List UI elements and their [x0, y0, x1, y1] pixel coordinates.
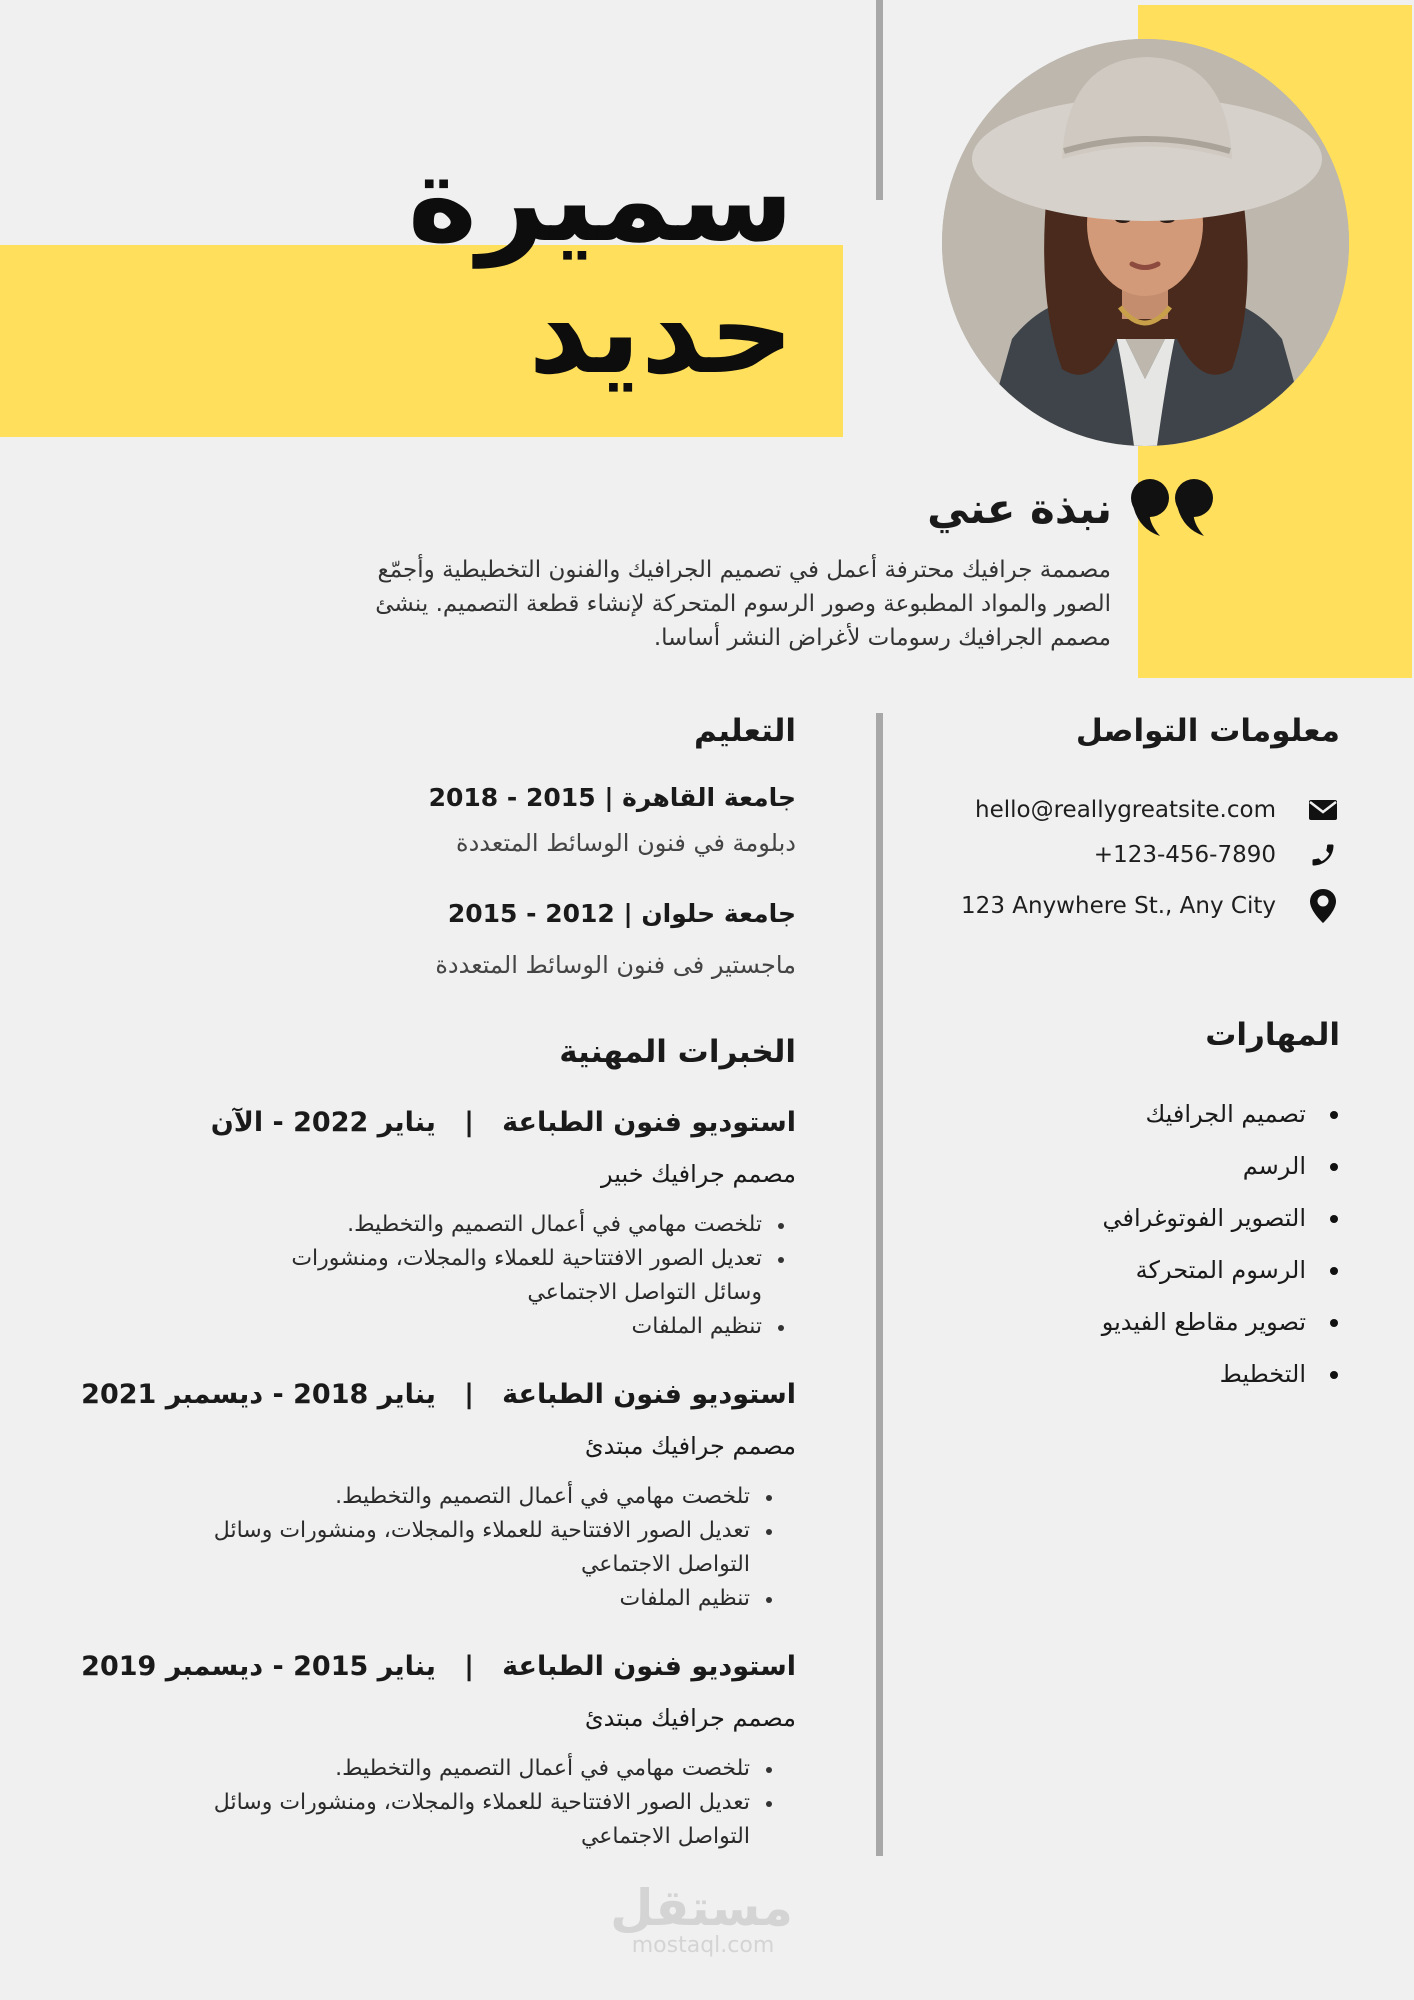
about-text: مصممة جرافيك محترفة أعمل في تصميم الجرافيك والفنون التخطيطية وأجمّع الصور والمواد المطبوعة وصور الرسوم المتحركة لإنشاء قطعة التصميم. ينشئ مصمم الجرافيك رسومات لأغراض النشر أساسا. [375, 557, 1111, 651]
experience-bullets [200, 1752, 774, 1854]
skill-item: تصوير مقاطع الفيديو [940, 1296, 1340, 1348]
contact-address: 123 Anywhere St., Any City [961, 893, 1276, 919]
vertical-divider-main [876, 713, 883, 1856]
last-name: حديد [528, 262, 794, 400]
contact-address-row [920, 888, 1340, 924]
education-entry-description: دبلومة في فنون الوسائط المتعددة [456, 829, 796, 857]
experience-bullet: تلخصت مهامي في أعمال التصميم والتخطيط. [200, 1480, 774, 1514]
skill-item: التخطيط [940, 1348, 1340, 1400]
skill-item: الرسم [940, 1140, 1340, 1192]
skills-title: المهارات [1205, 1017, 1340, 1053]
first-name: سميرة [407, 130, 794, 268]
experience-bullets [200, 1480, 774, 1616]
experience-bullet: تعديل الصور الافتتاحية للعملاء والمجلات، ومنشورات وسائل التواصل الاجتماعي [200, 1786, 774, 1854]
watermark-url: mostaql.com [631, 1933, 775, 1958]
skill-item: الرسوم المتحركة [940, 1244, 1340, 1296]
education-entry-description: ماجستير فى فنون الوسائط المتعددة [435, 951, 796, 979]
education-entry-heading: جامعة حلوان | 2012 - 2015 [447, 899, 796, 928]
skill-item: التصوير الفوتوغرافي [940, 1192, 1340, 1244]
skills-list [940, 1088, 1340, 1400]
contact-title: معلومات التواصل [1075, 713, 1340, 749]
portrait-illustration [942, 39, 1349, 446]
experience-entry-role: مصمم جرافيك مبتدئ [584, 1432, 796, 1460]
contact-email[interactable]: hello@reallygreatsite.com [975, 797, 1276, 823]
profile-photo [942, 39, 1349, 446]
experience-entry-heading: استوديو فنون الطباعة | يناير 2018 - ديسمبر 2021 [81, 1379, 796, 1410]
education-entry-heading: جامعة القاهرة | 2015 - 2018 [428, 783, 796, 812]
experience-entry-heading: استوديو فنون الطباعة | يناير 2022 - الآن [210, 1107, 796, 1138]
experience-bullet: تنظيم الملفات [200, 1582, 774, 1616]
education-title: التعليم [693, 713, 796, 749]
watermark [610, 1879, 793, 1958]
experience-bullet: تلخصت مهامي في أعمال التصميم والتخطيط. [200, 1752, 774, 1786]
experience-title: الخبرات المهنية [559, 1034, 796, 1070]
location-pin-icon [1306, 889, 1340, 923]
watermark-logo: مستقل [610, 1879, 793, 1937]
contact-phone-row [920, 837, 1340, 873]
experience-bullet: تلخصت مهامي في أعمال التصميم والتخطيط. [226, 1208, 786, 1242]
experience-bullet: تعديل الصور الافتتاحية للعملاء والمجلات، ومنشورات وسائل التواصل الاجتماعي [200, 1514, 774, 1582]
envelope-icon [1306, 793, 1340, 827]
vertical-divider-top [876, 0, 883, 200]
skill-item: تصميم الجرافيك [940, 1088, 1340, 1140]
about-title: نبذة عني [927, 484, 1112, 533]
contact-phone[interactable]: +123-456-7890 [1093, 842, 1276, 868]
experience-entry-heading: استوديو فنون الطباعة | يناير 2015 - ديسمبر 2019 [81, 1651, 796, 1682]
contact-email-row [920, 792, 1340, 828]
experience-bullet: تنظيم الملفات [226, 1310, 786, 1344]
quote-icon [1130, 478, 1216, 538]
experience-entry-role: مصمم جرافيك خبير [600, 1160, 796, 1188]
experience-bullet: تعديل الصور الافتتاحية للعملاء والمجلات، ومنشورات وسائل التواصل الاجتماعي [226, 1242, 786, 1310]
experience-entry-role: مصمم جرافيك مبتدئ [584, 1704, 796, 1732]
phone-icon [1306, 838, 1340, 872]
experience-bullets [226, 1208, 786, 1344]
